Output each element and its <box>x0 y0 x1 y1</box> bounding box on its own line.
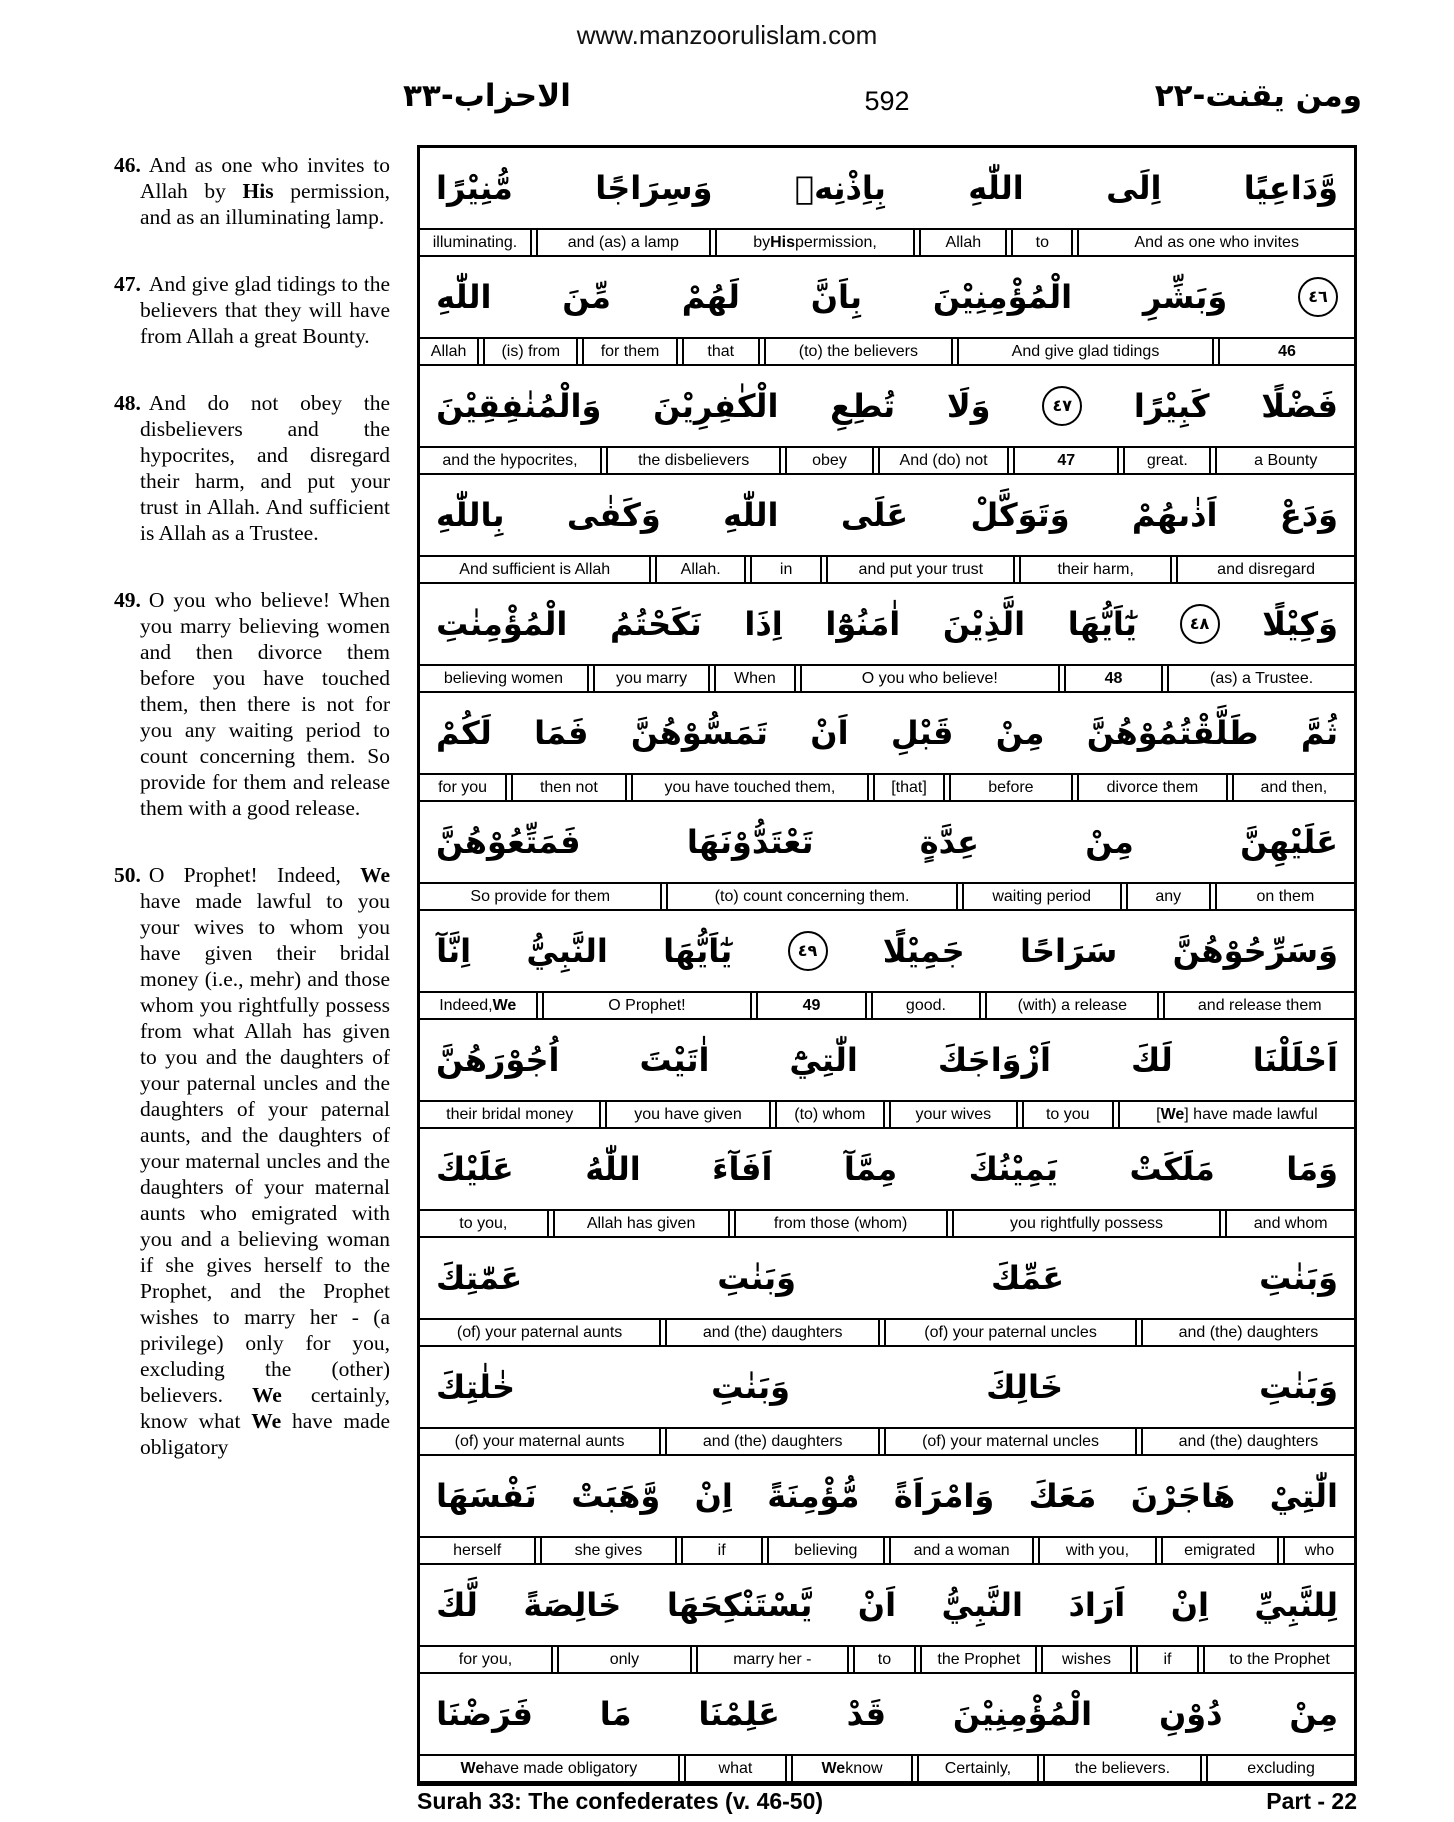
arabic-word: وَّدَاعِيًا <box>1243 169 1338 207</box>
translation-cell: (is) from <box>483 339 578 364</box>
translation-row <box>420 555 1354 584</box>
arabic-word: وَلَا <box>946 387 991 425</box>
arabic-word: خَالِكَ <box>986 1368 1064 1406</box>
arabic-word: اَنْ <box>857 1586 897 1624</box>
translation-cell: and whom <box>1225 1211 1354 1236</box>
arabic-word: وَبَنٰتِ <box>717 1259 797 1297</box>
verse-paragraph: 50. O Prophet! Indeed, We have made lawful to you your wives to whom you have given their bridal money (i.e., mehr) and those whom you rightfully possess from what Allah has given to you and the daughters of your paternal uncles and the daughters of your paternal aunts, and the daughters of your maternal uncles and the daughters of your maternal aunts who emigrated with you and a believing woman if she gives herself to the Prophet, and the Prophet wishes to marry her - (a privilege) only for you, excluding the (other) believers. We certainly, know what We have made obligatory <box>114 863 390 1459</box>
translation-cell: and (the) daughters <box>665 1429 880 1454</box>
arabic-word: اَرَادَ <box>1068 1586 1126 1624</box>
arabic-word: اَزْوَاجَكَ <box>937 1041 1051 1079</box>
translation-cell: for them <box>582 339 677 364</box>
translation-cell: 49 <box>756 993 866 1018</box>
arabic-word: دُوْنِ <box>1158 1695 1223 1733</box>
translation-cell: and release them <box>1163 993 1354 1018</box>
arabic-word: قَدْ <box>846 1695 887 1733</box>
translation-cell: before <box>949 775 1073 800</box>
arabic-line <box>420 366 1354 446</box>
translation-cell: you have given <box>605 1102 770 1127</box>
translation-cell: and the hypocrites, <box>420 448 602 473</box>
arabic-word: وَبَشِّرِ <box>1142 278 1228 316</box>
arabic-word: اِنْ <box>1170 1586 1209 1624</box>
verse-paragraph: 48. And do not obey the disbelievers and the hypocrites, and disregard their harm, and put your trust in Allah. And sufficient is Allah as a Trustee. <box>114 391 390 545</box>
translation-cell: illuminating. <box>420 230 532 255</box>
verse-paragraph: 49. O you who believe! When you marry believing women and then divorce them before you have touched them, then there is not for you any waiting period to count concerning them. So provide for them and release them with a good release. <box>114 588 390 820</box>
arabic-word: وَبَنٰتِ <box>711 1368 790 1406</box>
translation-cell: (to) whom <box>775 1102 885 1127</box>
header-juz-arabic: ومن يقنت-٢٢ <box>1154 78 1362 114</box>
arabic-word: مَا <box>599 1695 632 1733</box>
translation-cell: And as one who invites <box>1077 230 1354 255</box>
arabic-word: نَفْسَهَا <box>436 1477 537 1515</box>
arabic-line <box>420 1020 1354 1100</box>
arabic-line <box>420 584 1354 664</box>
translation-cell: (to) count concerning them. <box>666 884 957 909</box>
translation-cell: good. <box>871 993 981 1018</box>
arabic-word: لَهُمْ <box>681 278 740 316</box>
verse-number: 48. <box>114 391 141 415</box>
translation-cell: for you <box>420 775 507 800</box>
translation-cell: a Bounty <box>1215 448 1354 473</box>
arabic-word: يٰٓاَيُّهَا <box>1067 605 1137 643</box>
arabic-word: اَذٰىهُمْ <box>1131 496 1218 534</box>
verse-paragraph: 47. And give glad tidings to the believers that they will have from Allah a great Bounty. <box>114 272 390 348</box>
translation-row <box>420 1100 1354 1129</box>
verse-number: 46. <box>114 153 141 177</box>
translation-cell: (of) your paternal uncles <box>884 1320 1136 1345</box>
arabic-line <box>420 1456 1354 1536</box>
arabic-word: بِاللّٰهِ <box>436 496 505 534</box>
arabic-line <box>420 1674 1354 1754</box>
translation-cell: the believers. <box>1043 1756 1202 1781</box>
translation-cell: their bridal money <box>420 1102 601 1127</box>
verse-number: 49. <box>114 588 141 612</box>
translation-row <box>420 1427 1354 1456</box>
arabic-word: اللّٰهُ <box>585 1150 641 1188</box>
translation-cell: (as) a Trustee. <box>1167 666 1354 691</box>
arabic-word: مُّؤْمِنَةً <box>767 1477 860 1515</box>
arabic-word: مِّنَ <box>562 278 611 316</box>
translation-row <box>420 228 1354 257</box>
translation-cell: and (the) daughters <box>1141 1429 1354 1454</box>
arabic-word: وَكَفٰى <box>566 496 661 534</box>
translation-cell: Allah <box>919 230 1007 255</box>
arabic-word: الْمُؤْمِنٰتِ <box>436 605 568 643</box>
arabic-line <box>420 802 1354 882</box>
translation-cell: great. <box>1123 448 1211 473</box>
translation-cell: And sufficient is Allah <box>420 557 651 582</box>
translation-cell: the Prophet <box>920 1647 1037 1672</box>
translation-cell: to <box>1011 230 1073 255</box>
arabic-word: مُّنِيْرًا <box>436 169 513 207</box>
arabic-word: تَعْتَدُّوْنَهَا <box>686 823 814 861</box>
arabic-line <box>420 1238 1354 1318</box>
arabic-word: جَمِيْلًا <box>882 932 965 970</box>
arabic-word: قَبْلِ <box>890 714 954 752</box>
translation-cell: When <box>714 666 796 691</box>
translation-cell: she gives <box>540 1538 676 1563</box>
translation-cell: (of) your maternal aunts <box>420 1429 661 1454</box>
arabic-word: يَمِيْنُكَ <box>968 1150 1059 1188</box>
arabic-word: وَّهَبَتْ <box>571 1477 661 1515</box>
translation-cell: from those (whom) <box>734 1211 948 1236</box>
translation-cell: what <box>684 1756 787 1781</box>
translation-cell: their harm, <box>1019 557 1172 582</box>
arabic-word: فَمَا <box>534 714 589 752</box>
main-table <box>417 145 1357 1786</box>
translation-cell: (of) your paternal aunts <box>420 1320 661 1345</box>
arabic-word: لَكُمْ <box>436 714 492 752</box>
translation-cell: Allah <box>420 339 479 364</box>
translation-cell: Indeed, We <box>420 993 538 1018</box>
arabic-word: الّٰتِيْٓ <box>789 1041 858 1079</box>
arabic-word: وَكِيْلًا <box>1262 605 1338 643</box>
ayah-number-badge: ٤٧ <box>1042 386 1082 426</box>
arabic-word: مِنْ <box>1085 823 1134 861</box>
arabic-word: يٰٓاَيُّهَا <box>663 932 733 970</box>
header-surah-arabic: الاحزاب-٣٣ <box>403 78 571 114</box>
arabic-line <box>420 911 1354 991</box>
translation-cell: you marry <box>593 666 710 691</box>
arabic-line <box>420 1565 1354 1645</box>
arabic-word: عَلَى <box>840 496 909 534</box>
translation-cell: marry her - <box>696 1647 849 1672</box>
translation-cell: and disregard <box>1176 557 1354 582</box>
translation-row <box>420 1536 1354 1565</box>
arabic-word: عِدَّةٍ <box>919 823 979 861</box>
translation-column <box>114 152 390 1501</box>
arabic-word: الْمُؤْمِنِيْنَ <box>932 278 1073 316</box>
arabic-word: تَمَسُّوْهُنَّ <box>630 714 768 752</box>
translation-cell: 46 <box>1218 339 1354 364</box>
translation-cell: on them <box>1215 884 1354 909</box>
translation-cell: (to) the believers <box>764 339 953 364</box>
arabic-word: وَامْرَاَةً <box>893 1477 995 1515</box>
arabic-word: فَرَضْنَا <box>436 1695 533 1733</box>
arabic-word: الْمُؤْمِنِيْنَ <box>952 1695 1093 1733</box>
arabic-word: بِاِذْنِهٖ <box>794 169 886 207</box>
translation-cell: waiting period <box>962 884 1122 909</box>
arabic-word: فَمَتِّعُوْهُنَّ <box>436 823 581 861</box>
arabic-word: عَلَيْكَ <box>436 1150 514 1188</box>
arabic-word: وَمَا <box>1286 1150 1338 1188</box>
translation-cell: who <box>1283 1538 1354 1563</box>
translation-cell: the disbelievers <box>606 448 781 473</box>
translation-cell: if <box>681 1538 763 1563</box>
arabic-word: النَّبِيُّ <box>941 1586 1023 1624</box>
page-number: 592 <box>864 86 910 116</box>
translation-cell: Allah has given <box>553 1211 730 1236</box>
arabic-word: اِذَا <box>744 605 783 643</box>
translation-cell: wishes <box>1041 1647 1131 1672</box>
arabic-word: عَمِّكَ <box>991 1259 1065 1297</box>
translation-cell: to <box>853 1647 917 1672</box>
footer-part-label: Part - 22 <box>1266 1788 1357 1814</box>
translation-cell: and (the) daughters <box>665 1320 880 1345</box>
arabic-word: كَبِيْرًا <box>1133 387 1210 425</box>
translation-cell: 47 <box>1013 448 1119 473</box>
arabic-word: سَرَاحًا <box>1019 932 1118 970</box>
translation-cell: believing women <box>420 666 589 691</box>
arabic-line <box>420 475 1354 555</box>
arabic-word: طَلَّقْتُمُوْهُنَّ <box>1086 714 1259 752</box>
translation-cell: with you, <box>1038 1538 1156 1563</box>
translation-cell: your wives <box>889 1102 1018 1127</box>
translation-cell: Allah. <box>655 557 745 582</box>
arabic-word: عَلِمْنَا <box>698 1695 780 1733</box>
arabic-word: وَسَرِّحُوْهُنَّ <box>1172 932 1338 970</box>
arabic-word: هَاجَرْنَ <box>1130 1477 1236 1515</box>
translation-cell: to you, <box>420 1211 549 1236</box>
translation-cell: excluding <box>1206 1756 1354 1781</box>
arabic-word: الّٰتِيْ <box>1269 1477 1338 1515</box>
translation-row <box>420 664 1354 693</box>
translation-row <box>420 446 1354 475</box>
translation-cell: believing <box>767 1538 885 1563</box>
arabic-word: مَعَكَ <box>1028 1477 1097 1515</box>
translation-cell: and (the) daughters <box>1141 1320 1354 1345</box>
arabic-word: اٰتَيْتَ <box>639 1041 710 1079</box>
arabic-word: خَالِصَةً <box>523 1586 622 1624</box>
arabic-word: ثُمَّ <box>1300 714 1338 752</box>
translation-cell: you have touched them, <box>631 775 870 800</box>
translation-row <box>420 1645 1354 1674</box>
arabic-word: وَبَنٰتِ <box>1259 1368 1338 1406</box>
arabic-word: اَحْلَلْنَا <box>1252 1041 1338 1079</box>
arabic-word: الَّذِيْنَ <box>942 605 1026 643</box>
arabic-word: اِنْ <box>694 1477 733 1515</box>
arabic-line <box>420 1347 1354 1427</box>
translation-row <box>420 337 1354 366</box>
arabic-word: يَّسْتَنْكِحَهَا <box>666 1586 813 1624</box>
ayah-number-badge: ٤٩ <box>788 931 828 971</box>
arabic-word: اللّٰهِ <box>723 496 779 534</box>
translation-cell: then not <box>511 775 627 800</box>
arabic-word: بِاَنَّ <box>810 278 863 316</box>
arabic-word: الْكٰفِرِيْنَ <box>653 387 779 425</box>
translation-cell: [ We ] have made lawful <box>1118 1102 1354 1127</box>
translation-cell: that <box>682 339 760 364</box>
arabic-line <box>420 693 1354 773</box>
translation-cell: 48 <box>1064 666 1163 691</box>
verse-number: 50. <box>114 863 141 887</box>
translation-cell: by His permission, <box>715 230 916 255</box>
arabic-word: مِمَّآ <box>843 1150 898 1188</box>
arabic-word: اُجُوْرَهُنَّ <box>436 1041 560 1079</box>
footer-surah-title: Surah 33: The confederates (v. 46-50) <box>417 1788 824 1814</box>
arabic-word: نَكَحْتُمُ <box>609 605 702 643</box>
arabic-word: وَسِرَاجًا <box>595 169 713 207</box>
arabic-line <box>420 148 1354 228</box>
translation-cell: and then, <box>1232 775 1354 800</box>
translation-cell: you rightfully possess <box>952 1211 1222 1236</box>
arabic-word: لَكَ <box>1130 1041 1173 1079</box>
translation-cell: obey <box>785 448 873 473</box>
translation-cell: in <box>750 557 823 582</box>
translation-cell: (of) your maternal uncles <box>884 1429 1136 1454</box>
translation-row <box>420 882 1354 911</box>
translation-cell: Certainly, <box>917 1756 1039 1781</box>
translation-row <box>420 991 1354 1020</box>
footer <box>417 1788 1357 1815</box>
translation-cell: divorce them <box>1077 775 1228 800</box>
translation-cell: and a woman <box>889 1538 1034 1563</box>
arabic-word: عَلَيْهِنَّ <box>1240 823 1338 861</box>
website-url: www.manzoorulislam.com <box>576 20 878 50</box>
arabic-word: اِلَى <box>1106 169 1162 207</box>
translation-cell: And (do) not <box>878 448 1010 473</box>
translation-row <box>420 773 1354 802</box>
arabic-word: عَمّٰتِكَ <box>436 1259 523 1297</box>
ayah-number-badge: ٤٨ <box>1180 604 1220 644</box>
verse-number: 47. <box>114 272 141 296</box>
arabic-word: اَنْ <box>810 714 849 752</box>
translation-row <box>420 1318 1354 1347</box>
translation-row <box>420 1209 1354 1238</box>
arabic-word: مِنْ <box>1289 1695 1338 1733</box>
arabic-word: مَلَكَتْ <box>1129 1150 1215 1188</box>
arabic-word: اللّٰهِ <box>436 278 492 316</box>
arabic-word: مِنْ <box>995 714 1045 752</box>
arabic-line <box>420 1129 1354 1209</box>
translation-cell: [that] <box>873 775 945 800</box>
translation-row <box>420 1754 1354 1783</box>
arabic-word: اَفَآءَ <box>712 1150 773 1188</box>
ayah-number-badge: ٤٦ <box>1298 277 1338 317</box>
arabic-word: خٰلٰتِكَ <box>436 1368 515 1406</box>
translation-cell: only <box>557 1647 692 1672</box>
arabic-word: وَالْمُنٰفِقِيْنَ <box>436 387 602 425</box>
translation-cell: for you, <box>420 1647 553 1672</box>
translation-cell: We have made obligatory <box>420 1756 680 1781</box>
arabic-word: اِنَّآ <box>436 932 472 970</box>
translation-cell: and put your trust <box>826 557 1015 582</box>
arabic-line <box>420 257 1354 337</box>
translation-cell: We know <box>791 1756 913 1781</box>
arabic-word: النَّبِيُّ <box>526 932 608 970</box>
translation-cell: herself <box>420 1538 536 1563</box>
verse-paragraph: 46. And as one who invites to Allah by His permission, and as an illuminating lamp. <box>114 153 390 229</box>
arabic-word: اٰمَنُوْٓا <box>825 605 901 643</box>
arabic-word: لِلنَّبِيِّ <box>1254 1586 1338 1624</box>
arabic-word: اللّٰهِ <box>968 169 1024 207</box>
translation-cell: to you <box>1022 1102 1114 1127</box>
translation-cell: (with) a release <box>985 993 1159 1018</box>
arabic-word: فَضْلًا <box>1261 387 1338 425</box>
arabic-word: وَدَعْ <box>1279 496 1338 534</box>
translation-cell: O you who believe! <box>800 666 1060 691</box>
translation-cell: and (as) a lamp <box>536 230 711 255</box>
arabic-word: تُطِعِ <box>830 387 896 425</box>
arabic-word: وَبَنٰتِ <box>1259 1259 1338 1297</box>
translation-cell: to the Prophet <box>1203 1647 1354 1672</box>
translation-cell: So provide for them <box>420 884 662 909</box>
translation-cell: O Prophet! <box>542 993 753 1018</box>
arabic-word: لَّكَ <box>436 1586 478 1624</box>
arabic-word: وَتَوَكَّلْ <box>970 496 1070 534</box>
translation-cell: any <box>1126 884 1211 909</box>
translation-cell: And give glad tidings <box>957 339 1214 364</box>
translation-cell: emigrated <box>1161 1538 1279 1563</box>
translation-cell: if <box>1136 1647 1200 1672</box>
